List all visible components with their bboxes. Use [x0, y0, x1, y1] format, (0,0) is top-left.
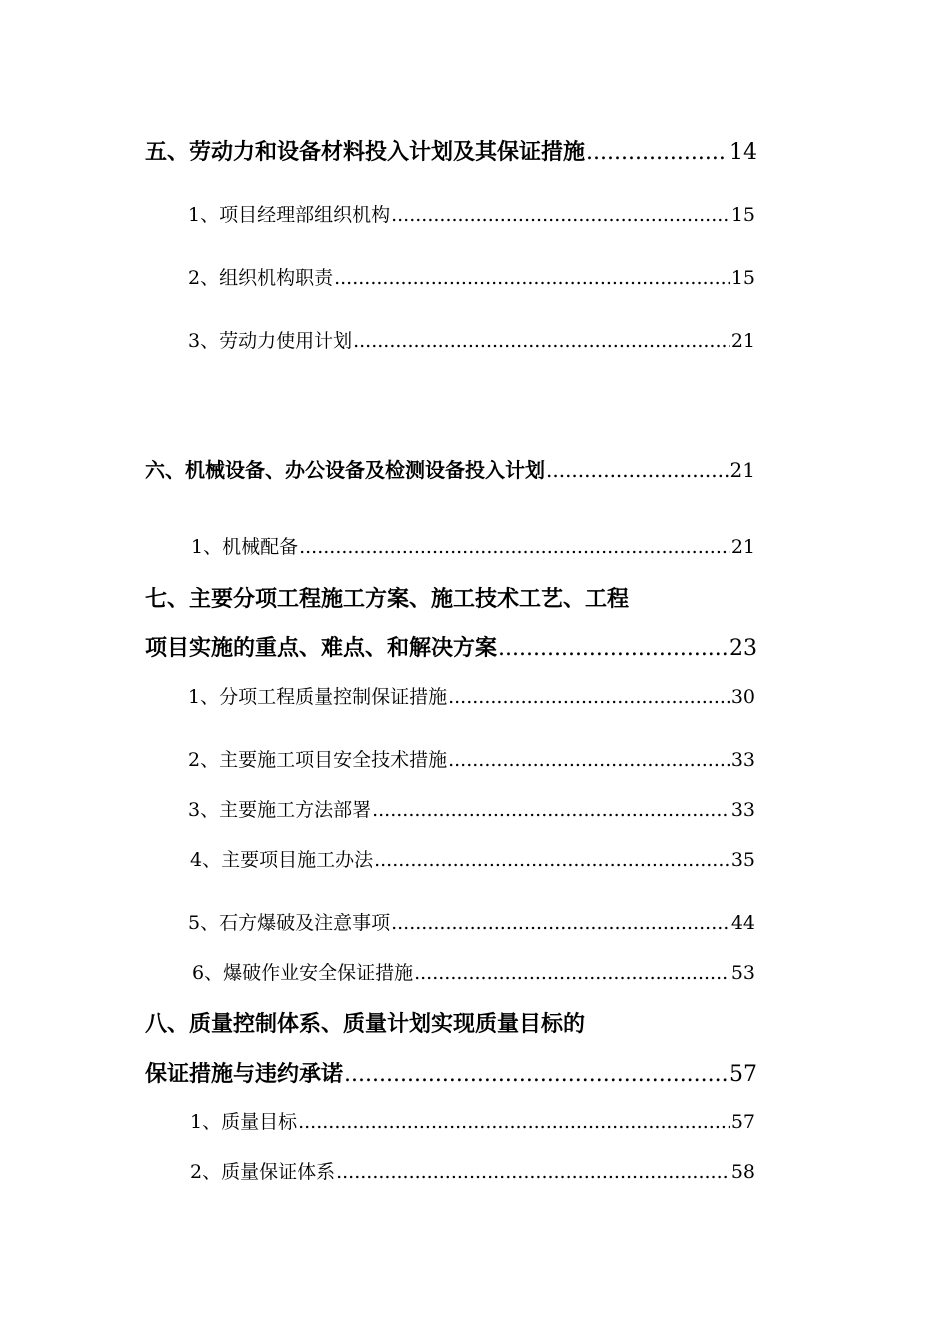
toc-leader-dots	[353, 332, 730, 351]
toc-page-number: 35	[730, 849, 755, 871]
toc-entry-label: 2、主要施工项目安全技术措施	[188, 749, 448, 771]
toc-page-number: 21	[729, 458, 755, 482]
toc-page-number: 21	[730, 536, 755, 558]
toc-leader-dots	[344, 1064, 728, 1086]
toc-leader-dots	[299, 538, 730, 557]
toc-page-number: 30	[730, 686, 755, 708]
toc-leader-dots	[391, 914, 730, 933]
toc-entry-label: 3、劳动力使用计划	[188, 330, 353, 352]
toc-page-number: 33	[730, 749, 755, 771]
toc-leader-dots	[414, 964, 730, 983]
toc-page-number: 21	[730, 330, 755, 352]
toc-leader-dots	[298, 1113, 730, 1132]
toc-entry-label: 1、质量目标	[190, 1111, 298, 1133]
toc-entry-section-7-4	[190, 851, 755, 870]
toc-entry-section-7-3	[188, 801, 755, 820]
toc-entry-section-7-1	[188, 688, 755, 707]
toc-entry-section-8-2	[190, 1163, 755, 1182]
toc-leader-dots	[336, 1163, 730, 1182]
toc-page-number: 57	[730, 1111, 755, 1133]
toc-entry-label: 4、主要项目施工办法	[190, 849, 374, 871]
toc-entry-section-5	[145, 141, 757, 164]
toc-page-number: 14	[729, 140, 757, 165]
toc-entry-label: 1、分项工程质量控制保证措施	[188, 686, 448, 708]
toc-entry-label: 1、机械配备	[191, 536, 299, 558]
toc-page-number: 53	[730, 962, 755, 984]
toc-page-number: 15	[730, 267, 755, 289]
toc-entry-label: 保证措施与违约承诺	[145, 1061, 344, 1087]
toc-entry-label: 5、石方爆破及注意事项	[188, 912, 391, 934]
toc-entry-section-7-title-line: 七、主要分项工程施工方案、施工技术工艺、工程	[145, 586, 630, 612]
toc-leader-dots	[374, 851, 730, 870]
toc-page-number: 23	[729, 636, 757, 661]
toc-page-number: 44	[730, 912, 755, 934]
toc-entry-section-5-2	[188, 269, 755, 288]
toc-leader-dots	[334, 269, 730, 288]
toc-entry-section-8-1	[190, 1113, 755, 1132]
toc-entry-label: 1、项目经理部组织机构	[188, 204, 391, 226]
toc-leader-dots	[586, 142, 728, 164]
toc-page-number: 33	[730, 799, 755, 821]
toc-entry-section-7	[145, 637, 757, 660]
toc-page-number: 15	[730, 204, 755, 226]
toc-entry-label: 项目实施的重点、难点、和解决方案	[145, 635, 498, 661]
toc-entry-section-7-5	[188, 914, 755, 933]
toc-entry-section-6-1	[191, 538, 755, 557]
toc-leader-dots	[448, 751, 730, 770]
toc-entry-section-5-1	[188, 206, 755, 225]
toc-entry-section-5-3	[188, 332, 755, 351]
toc-entry-section-6	[145, 460, 755, 480]
toc-leader-dots	[372, 801, 730, 820]
toc-leader-dots	[391, 206, 730, 225]
toc-leader-dots	[448, 688, 730, 707]
toc-entry-section-8-title-line: 八、质量控制体系、质量计划实现质量目标的	[145, 1011, 586, 1037]
toc-entry-section-7-6	[192, 964, 755, 983]
toc-entry-label: 2、质量保证体系	[190, 1161, 336, 1183]
toc-leader-dots	[546, 460, 729, 480]
toc-entry-label: 五、劳动力和设备材料投入计划及其保证措施	[145, 139, 586, 165]
toc-page-number: 58	[730, 1161, 755, 1183]
toc-entry-section-7-2	[188, 751, 755, 770]
toc-entry-label: 六、机械设备、办公设备及检测设备投入计划	[145, 458, 545, 482]
toc-entry-section-8	[145, 1063, 757, 1086]
toc-entry-label: 2、组织机构职责	[188, 267, 334, 289]
toc-entry-label: 6、爆破作业安全保证措施	[192, 962, 414, 984]
toc-page-number: 57	[729, 1062, 757, 1087]
toc-leader-dots	[498, 638, 728, 660]
toc-entry-label: 3、主要施工方法部署	[188, 799, 372, 821]
